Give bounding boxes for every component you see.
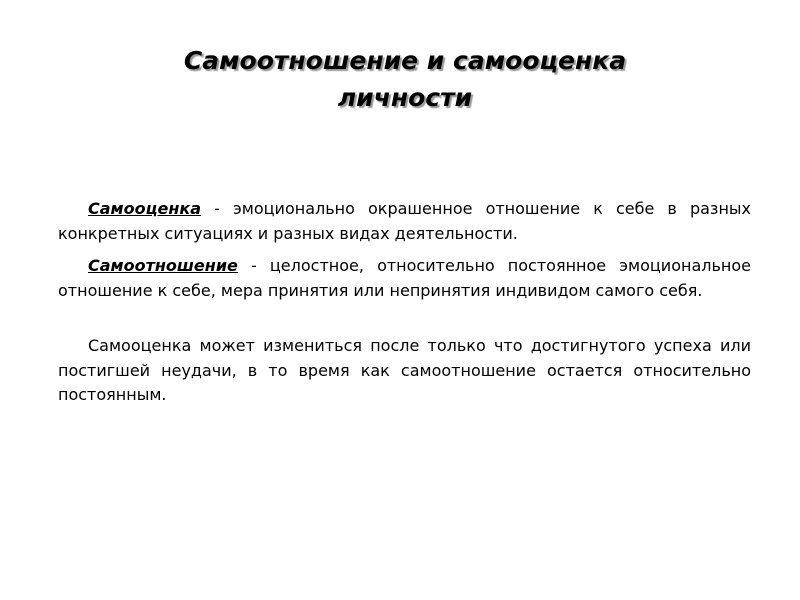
definition-self-esteem — [58, 197, 751, 246]
term-self-esteem: Самооценка — [88, 199, 202, 218]
comparison-text: Самооценка может измениться после только что достигнутого успеха или постигшей неудачи, в то время как самоотношение остается относительно постоянным. — [58, 336, 751, 404]
slide-body — [58, 197, 751, 408]
definition-self-esteem-text: - эмоционально окрашенное отношение к себе в разных конкретных ситуациях и разных видах деятельности. — [58, 199, 751, 243]
term-self-attitude: Самоотношение — [88, 256, 238, 275]
comparison-paragraph — [58, 334, 751, 408]
slide-title-line-2: личности — [337, 83, 473, 112]
definition-self-attitude — [58, 254, 751, 303]
definition-self-attitude-text: - целостное, относительно постоянное эмоциональное отношение к себе, мера принятия или непринятия индивидом самого себя. — [58, 256, 751, 300]
slide-title — [60, 42, 750, 116]
slide-title-line-1: Самоотношение и самооценка — [183, 46, 627, 75]
